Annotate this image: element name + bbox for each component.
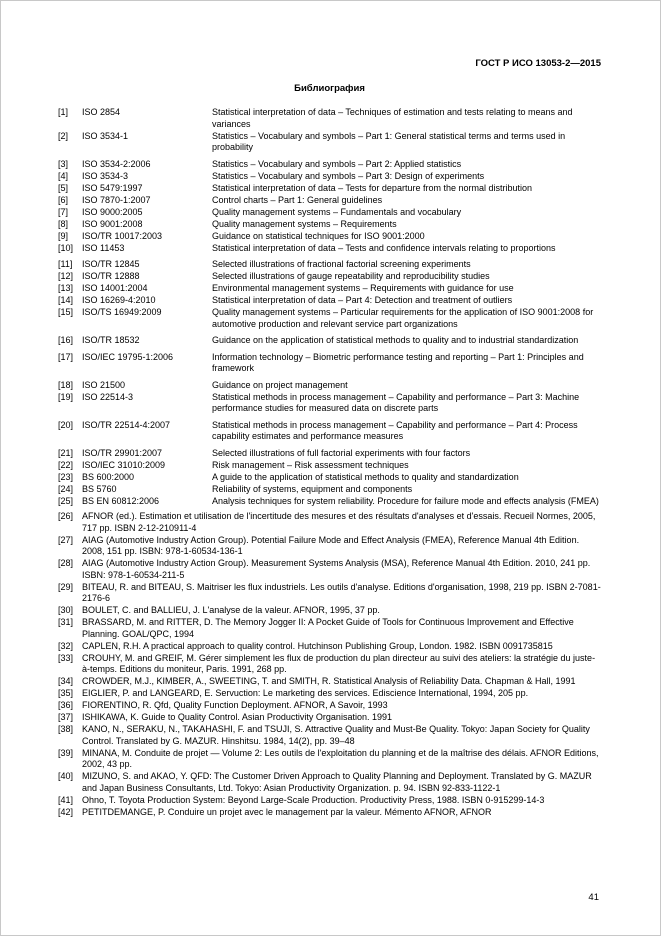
standard-code: ISO/TR 12888 xyxy=(82,271,140,281)
reference-number: [9] xyxy=(58,230,69,241)
reference-text: CROUHY, M. and GREIF, M. Gérer simplement les flux de production du plan directeur au suivi des ateliers: la stratégie du juste-à-temps. Editions du moniteur, Paris. 1991, 268 pp. xyxy=(82,652,596,674)
reference-item xyxy=(58,641,601,653)
reference-number: [32] xyxy=(58,640,74,651)
standard-code: ISO 3534-3 xyxy=(82,170,129,181)
reference-item xyxy=(58,748,601,771)
reference-item xyxy=(58,582,601,605)
reference-text: CROWDER, M.J., KIMBER, A., SWEETING, T. and SMITH, R. Statistical Analysis of Reliability Data. Chapman & Hall, 1991 xyxy=(82,676,576,686)
standard-description: A guide to the application of statistical methods to quality and standardization xyxy=(212,471,519,482)
reference-text: PETITDEMANGE, P. Conduire un projet avec le management par la valeur. Mémento AFNOR, AFNOR xyxy=(82,806,492,817)
reference-number: [7] xyxy=(58,206,69,217)
reference-item xyxy=(58,712,601,724)
standard-code: ISO 21500 xyxy=(82,379,126,390)
reference-item xyxy=(58,195,601,207)
standard-description: Quality management systems – Requirements xyxy=(212,218,397,229)
reference-number: [30] xyxy=(58,605,74,615)
reference-number: [4] xyxy=(58,170,69,181)
reference-item xyxy=(58,183,601,195)
standard-description: Statistics – Vocabulary and symbols – Part 1: General statistical terms and terms used in probability xyxy=(212,130,566,152)
reference-number: [14] xyxy=(58,295,74,305)
reference-text: BRASSARD, M. and RITTER, D. The Memory Jogger II: A Pocket Guide of Tools for Continuous Improvement and Effective Planning. GOAL/QPC, 1994 xyxy=(82,617,574,639)
reference-text: BOULET, C. and BALLIEU, J. L'analyse de la valeur. AFNOR, 1995, 37 pp. xyxy=(82,605,380,615)
standard-description: Reliability of systems, equipment and components xyxy=(212,483,413,494)
reference-item xyxy=(58,219,601,231)
standard-description: Control charts – Part 1: General guidelines xyxy=(212,194,383,205)
reference-item xyxy=(58,558,601,581)
standard-description: Quality management systems – Fundamentals and vocabulary xyxy=(212,206,462,217)
reference-number: [36] xyxy=(58,700,74,710)
reference-item xyxy=(58,307,601,330)
standard-description: Guidance on project management xyxy=(212,379,348,390)
reference-item xyxy=(58,484,601,496)
standard-description: Quality management systems – Particular requirements for the application of ISO 9001:2008 for automotive production and relevant service part organizations xyxy=(212,307,594,329)
standard-description: Analysis techniques for system reliability. Procedure for failure mode and effects analysis (FMEA) xyxy=(212,495,599,506)
standard-code: BS EN 60812:2006 xyxy=(82,495,160,506)
reference-item xyxy=(58,283,601,295)
reference-item xyxy=(58,472,601,484)
standard-description: Statistical interpretation of data – Tests and confidence intervals relating to proportions xyxy=(212,242,556,253)
reference-item xyxy=(58,392,601,415)
reference-text: AIAG (Automotive Industry Action Group). Potential Failure Mode and Effect Analysis (FMEA), Reference Manual 4th Edition. 2008, 151 pp. ISBN: 978-1-60534-136-1 xyxy=(82,534,580,556)
reference-number: [18] xyxy=(58,379,74,390)
standard-description: Selected illustrations of fractional factorial screening experiments xyxy=(212,259,471,269)
standard-code: ISO 3534-2:2006 xyxy=(82,158,151,169)
reference-number: [20] xyxy=(58,419,74,430)
standard-description: Selected illustrations of gauge repeatability and reproducibility studies xyxy=(212,271,490,281)
reference-number: [41] xyxy=(58,794,74,805)
reference-item xyxy=(58,535,601,558)
reference-item xyxy=(58,511,601,534)
reference-item xyxy=(58,420,601,443)
standard-description: Statistical interpretation of data – Part 4: Detection and treatment of outliers xyxy=(212,295,513,305)
standard-code: ISO 2854 xyxy=(82,107,121,117)
reference-number: [11] xyxy=(58,259,73,269)
standard-description: Statistical methods in process management – Capability and performance – Part 4: Process capability estimates and performance measures xyxy=(212,419,578,441)
reference-number: [22] xyxy=(58,459,74,470)
reference-item xyxy=(58,335,601,347)
reference-text: KANO, N., SERAKU, N., TAKAHASHI, F. and TSUJI, S. Attractive Quality and Must-Be Quality. Tokyo: Japan Society for Quality Control. Translated by G. MAZUR. Hinshitsu. 1984, 14(2), pp. 39–48 xyxy=(82,724,590,746)
reference-item xyxy=(58,243,601,255)
reference-number: [8] xyxy=(58,218,69,229)
reference-number: [29] xyxy=(58,581,74,592)
reference-text: CAPLEN, R.H. A practical approach to quality control. Hutchinson Publishing Group, London. 1982. ISBN 0091735815 xyxy=(82,640,553,651)
reference-text: Ohno, T. Toyota Production System: Beyond Large-Scale Production. Productivity Press, 1988. ISBN 0-915299-14-3 xyxy=(82,794,545,805)
standard-code: ISO 14001:2004 xyxy=(82,283,148,293)
standard-description: Statistical interpretation of data – Tests for departure from the normal distribution xyxy=(212,182,532,193)
standard-code: ISO/IEC 31010:2009 xyxy=(82,459,166,470)
standard-code: BS 600:2000 xyxy=(82,471,135,482)
reference-item xyxy=(58,496,601,508)
reference-number: [10] xyxy=(58,242,74,253)
reference-number: [37] xyxy=(58,712,74,722)
standard-code: ISO 11453 xyxy=(82,242,125,253)
reference-item xyxy=(58,448,601,460)
reference-number: [23] xyxy=(58,471,74,482)
reference-item xyxy=(58,171,601,183)
reference-number: [3] xyxy=(58,158,69,169)
standard-code: ISO/TS 16949:2009 xyxy=(82,307,162,317)
standard-description: Risk management – Risk assessment techniques xyxy=(212,459,409,470)
reference-number: [39] xyxy=(58,747,74,758)
reference-number: [40] xyxy=(58,771,74,781)
reference-number: [34] xyxy=(58,676,74,686)
books-reference-list xyxy=(58,511,601,818)
standard-code: ISO 9001:2008 xyxy=(82,218,143,229)
standard-description: Statistics – Vocabulary and symbols – Part 2: Applied statistics xyxy=(212,158,462,169)
reference-number: [35] xyxy=(58,688,74,698)
standard-code: ISO 16269-4:2010 xyxy=(82,295,156,305)
standard-description: Environmental management systems – Requirements with guidance for use xyxy=(212,283,514,293)
reference-number: [5] xyxy=(58,182,69,193)
reference-text: BITEAU, R. and BITEAU, S. Maitriser les flux industriels. Les outils d'analyse. Editions d'organisation, 1998, 219 pp. ISBN 2-7081-2176-6 xyxy=(82,581,601,603)
reference-item xyxy=(58,295,601,307)
reference-number: [42] xyxy=(58,806,74,817)
reference-text: EIGLIER, P. and LANGEARD, E. Servuction: Le marketing des services. Ediscience International, 1994, 205 pp. xyxy=(82,688,529,698)
reference-item xyxy=(58,207,601,219)
reference-item xyxy=(58,807,601,819)
reference-number: [27] xyxy=(58,534,74,545)
reference-item xyxy=(58,617,601,640)
standards-reference-list xyxy=(58,107,601,507)
reference-text: MINANA, M. Conduite de projet — Volume 2: Les outils de l'exploitation du planning et de la maîtrise des délais. AFNOR Editions, 2002, 43 pp. xyxy=(82,747,599,769)
standard-code: ISO/TR 12845 xyxy=(82,259,140,269)
reference-number: [31] xyxy=(58,617,74,627)
reference-number: [1] xyxy=(58,107,69,117)
reference-number: [19] xyxy=(58,391,74,402)
reference-number: [15] xyxy=(58,307,74,317)
reference-number: [25] xyxy=(58,495,74,506)
standard-code: ISO 3534-1 xyxy=(82,130,129,141)
reference-number: [16] xyxy=(58,335,74,345)
standard-code: ISO/IEC 19795-1:2006 xyxy=(82,351,174,362)
standard-code: ISO/TR 29901:2007 xyxy=(82,447,163,458)
standard-code: ISO 7870-1:2007 xyxy=(82,194,151,205)
standard-description: Statistical interpretation of data – Techniques of estimation and tests relating to means and variances xyxy=(212,107,573,129)
reference-number: [12] xyxy=(58,271,74,281)
reference-text: ISHIKAWA, K. Guide to Quality Control. Asian Productivity Organisation. 1991 xyxy=(82,712,392,722)
reference-item xyxy=(58,159,601,171)
reference-text: AIAG (Automotive Industry Action Group). Measurement Systems Analysis (MSA), Reference Manual 4th Edition. 2010, 241 pp. ISBN: 978-1-60534-211-5 xyxy=(82,558,591,580)
standard-code: ISO/TR 22514-4:2007 xyxy=(82,419,171,430)
standard-description: Guidance on the application of statistical methods to quality and to industrial standardization xyxy=(212,335,579,345)
reference-item xyxy=(58,352,601,375)
standard-code: ISO/TR 18532 xyxy=(82,335,140,345)
standard-code: ISO 22514-3 xyxy=(82,391,134,402)
reference-item xyxy=(58,700,601,712)
standard-code: BS 5760 xyxy=(82,483,117,494)
reference-number: [21] xyxy=(58,447,74,458)
reference-number: [38] xyxy=(58,724,74,734)
reference-item xyxy=(58,771,601,794)
standard-description: Statistics – Vocabulary and symbols – Part 3: Design of experiments xyxy=(212,170,485,181)
reference-item xyxy=(58,724,601,747)
reference-item xyxy=(58,107,601,130)
standard-description: Guidance on statistical techniques for ISO 9001:2000 xyxy=(212,230,425,241)
reference-text: MIZUNO, S. and AKAO, Y. QFD: The Customer Driven Approach to Quality Planning and Deployment. Translated by G. MAZUR and Japan Business Consultants, Ltd. Tokyo: Asian Productivity Organization. p. 94. ISBN 92-833-1122-1 xyxy=(82,771,592,793)
reference-number: [24] xyxy=(58,483,74,494)
reference-text: FIORENTINO, R. Qfd, Quality Function Deployment. AFNOR, A Savoir, 1993 xyxy=(82,700,388,710)
reference-number: [6] xyxy=(58,194,69,205)
reference-text: AFNOR (ed.). Estimation et utilisation de l'incertitude des mesures et des résultats d'analyses et d'essais. Recueil Normes, 2005, 717 pp. ISBN 2-12-210911-4 xyxy=(82,511,596,533)
reference-number: [2] xyxy=(58,130,69,141)
reference-item xyxy=(58,460,601,472)
standard-code: ISO 5479:1997 xyxy=(82,182,143,193)
reference-number: [17] xyxy=(58,351,74,362)
reference-item xyxy=(58,131,601,154)
page-number: 41 xyxy=(588,892,599,903)
document-header: ГОСТ Р ИСО 13053-2—2015 xyxy=(475,58,601,69)
reference-item xyxy=(58,271,601,283)
standard-description: Statistical methods in process management – Capability and performance – Part 3: Machine performance studies for measured data on discrete parts xyxy=(212,391,580,413)
reference-number: [28] xyxy=(58,558,74,568)
reference-number: [33] xyxy=(58,652,74,663)
page-title: Библиография xyxy=(294,83,365,94)
standard-code: ISO 9000:2005 xyxy=(82,206,143,217)
reference-item xyxy=(58,653,601,676)
reference-item xyxy=(58,688,601,700)
reference-number: [13] xyxy=(58,283,74,293)
reference-number: [26] xyxy=(58,511,74,521)
standard-code: ISO/TR 10017:2003 xyxy=(82,230,163,241)
reference-item xyxy=(58,676,601,688)
reference-item xyxy=(58,231,601,243)
reference-item xyxy=(58,380,601,392)
standard-description: Information technology – Biometric performance testing and reporting – Part 1: Principles and framework xyxy=(212,351,584,373)
reference-item xyxy=(58,259,601,271)
standard-description: Selected illustrations of full factorial experiments with four factors xyxy=(212,447,471,458)
reference-item xyxy=(58,605,601,617)
reference-item xyxy=(58,795,601,807)
